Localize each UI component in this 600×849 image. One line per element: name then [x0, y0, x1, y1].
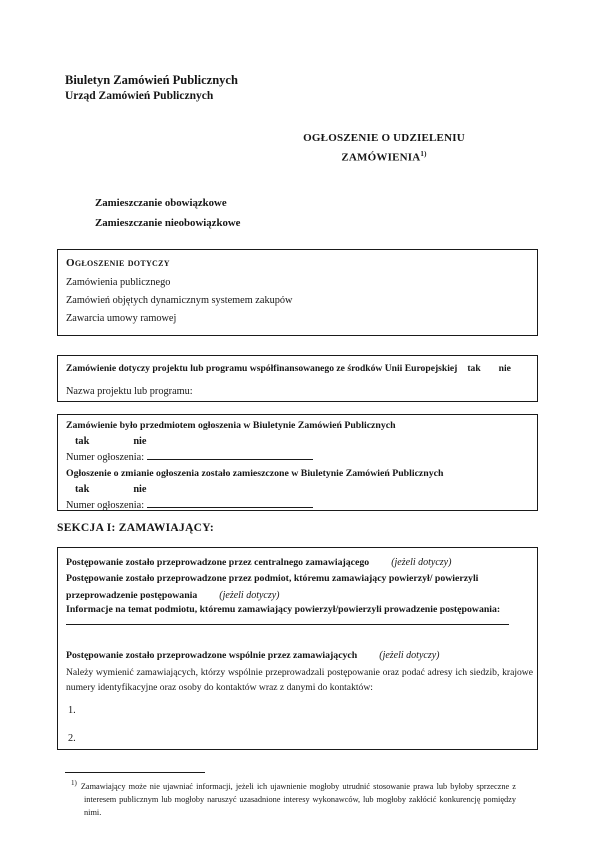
notice-number-blank-line	[147, 451, 313, 460]
notice-concerns-option-public: Zamówienia publicznego	[66, 277, 171, 288]
notice-number-label: Numer ogłoszenia:	[66, 500, 145, 511]
office-title: Urząd Zamówień Publicznych	[65, 90, 214, 102]
footnote	[71, 777, 516, 819]
joint-procedure-line	[66, 647, 533, 663]
prior-notice-statement: Zamówienie było przedmiotem ogłoszenia w Biuletynie Zamówień Publicznych	[66, 420, 396, 431]
joint-procedure-statement: Postępowanie zostało przeprowadzone wspólnie przez zamawiających	[66, 650, 358, 661]
notice-concerns-heading: Ogłoszenie dotyczy	[66, 257, 170, 269]
change-notice-number-row	[66, 499, 529, 512]
document-header	[65, 72, 238, 104]
delegated-entity-note: (jeżeli dotyczy)	[219, 589, 280, 601]
delegated-entity-info-label: Informacje na temat podmiotu, któremu zamawiający powierzył/powierzyli prowadzenie postępowania:	[66, 604, 501, 615]
notice-title	[268, 131, 500, 166]
notice-title-line2	[268, 147, 500, 166]
delegated-entity-line	[66, 570, 533, 603]
placement-optional-label: Zamieszczanie nieobowiązkowe	[95, 217, 241, 229]
change-notice-yes-label: tak	[75, 484, 90, 495]
notice-concerns-box	[57, 249, 538, 336]
bulletin-title: Biuletyn Zamówień Publicznych	[65, 73, 238, 87]
eu-funding-line	[66, 362, 529, 375]
prior-notice-no-label: nie	[133, 436, 147, 447]
notice-concerns-option-framework: Zawarcia umowy ramowej	[66, 313, 177, 324]
central-purchaser-note: (jeżeli dotyczy)	[391, 557, 452, 568]
eu-funding-yes-label: tak	[467, 363, 481, 374]
joint-procedure-description: Należy wymienić zamawiających, którzy wspólnie przeprowadzali postępowanie oraz podać adresy ich siedzib, krajowe numery identyfikacyjne oraz osoby do kontaktów wraz z danymi do kontaktów:	[66, 667, 533, 693]
section1-box	[57, 547, 538, 750]
prior-notice-yesno-row	[66, 435, 529, 448]
title-footnote-reference: 1)	[420, 149, 427, 158]
info-blank-line	[66, 624, 509, 625]
footnote-text: Zamawiający może nie ujawniać informacji, jeżeli ich ujawnienie mogłoby utrudnić stosowanie prawa lub byłoby sprzeczne z interesem publicznym lub mogłoby naruszyć uzasadnione interesy wykonawców, lub mogłoby zakłócić konkurencję pomiędzy nimi.	[80, 781, 516, 817]
change-notice-no-label: nie	[133, 484, 147, 495]
central-purchaser-statement: Postępowanie zostało przeprowadzone przez centralnego zamawiającego	[66, 557, 370, 568]
change-notice-statement: Ogłoszenie o zmianie ogłoszenia zostało zamieszczone w Biuletynie Zamówień Publicznych	[66, 468, 444, 479]
footnote-rule	[65, 772, 205, 773]
change-notice-yesno-row	[66, 483, 529, 496]
central-purchaser-line	[66, 554, 533, 570]
eu-funding-box	[57, 355, 538, 402]
notice-title-line2-text: ZAMÓWIENIA	[341, 151, 421, 164]
eu-funding-statement: Zamówienie dotyczy projektu lub programu współfinansowanego ze środków Unii Europejskiej	[66, 363, 458, 374]
notice-number-label: Numer ogłoszenia:	[66, 452, 145, 463]
section1-heading: SEKCJA I: ZAMAWIAJĄCY:	[57, 522, 214, 534]
project-name-label: Nazwa projektu lub programu:	[66, 386, 193, 397]
notice-concerns-option-dynamic: Zamówień objętych dynamicznym systemem zakupów	[66, 295, 293, 306]
footnote-ref: 1)	[71, 779, 77, 787]
notice-number-blank-line	[147, 499, 313, 508]
prior-notice-yes-label: tak	[75, 436, 90, 447]
delegated-entity-statement: Postępowanie zostało przeprowadzone przez podmiot, któremu zamawiający powierzył/ powierzyli przeprowadzenie postępowania	[66, 573, 479, 601]
notice-title-line1: OGŁOSZENIE O UDZIELENIU	[303, 132, 465, 144]
eu-funding-no-label: nie	[498, 363, 511, 374]
prior-notice-number-row	[66, 451, 529, 464]
list-item-2: 2.	[68, 733, 76, 744]
placement-mandatory-label: Zamieszczanie obowiązkowe	[95, 197, 227, 209]
prior-notice-box	[57, 414, 538, 511]
joint-procedure-note: (jeżeli dotyczy)	[379, 650, 440, 661]
list-item-1: 1.	[68, 705, 76, 716]
placement-options	[95, 197, 240, 237]
